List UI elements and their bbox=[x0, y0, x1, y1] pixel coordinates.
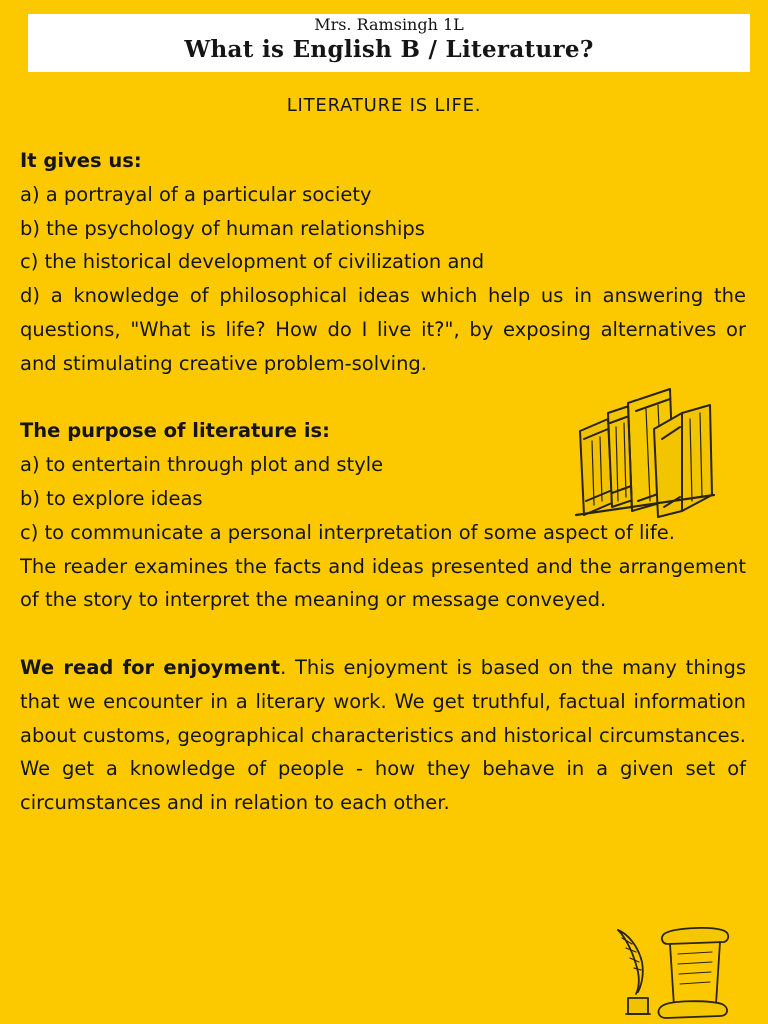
purpose-item: c) to communicate a personal interpretation of some aspect of life. bbox=[20, 520, 675, 544]
gives-item: a) a portrayal of a particular society bbox=[20, 182, 372, 206]
teacher-name: Mrs. Ramsingh 1L bbox=[314, 15, 464, 34]
gives-item: d) a knowledge of philosophical ideas which help us in answering the questions, "What is life? How do I live it?", by exposing alternatives or and stimulating creative problem-solving. bbox=[20, 284, 746, 375]
page-title: What is English B / Literature? bbox=[184, 36, 594, 63]
header-box bbox=[28, 14, 750, 72]
purpose-heading: The purpose of literature is: bbox=[20, 419, 330, 443]
gives-heading: It gives us: bbox=[20, 149, 142, 172]
gives-item: b) the psychology of human relationships bbox=[20, 216, 425, 240]
quill-and-scroll-illustration bbox=[612, 924, 734, 1024]
purpose-item: a) to entertain through plot and style bbox=[20, 453, 384, 477]
purpose-item: b) to explore ideas bbox=[20, 486, 203, 510]
spacer bbox=[20, 617, 746, 651]
enjoyment-lead: We read for enjoyment bbox=[20, 655, 281, 679]
tagline: LITERATURE IS LIFE. bbox=[286, 95, 482, 116]
enjoyment-paragraph bbox=[20, 651, 746, 820]
purpose-paragraph: The reader examines the facts and ideas presented and the arrangement of the story to interpret the meaning or message conveyed. bbox=[20, 554, 746, 612]
gives-item: c) the historical development of civilization and bbox=[20, 250, 485, 274]
books-illustration bbox=[570, 383, 718, 525]
enjoyment-text: . This enjoyment is based on the many things that we encounter in a literary work. We get truthful, factual information about customs, geographical characteristics and historical circumstances. We get a knowledge of people - how they behave in a given set of circumstances and in relation to each other. bbox=[20, 655, 746, 815]
